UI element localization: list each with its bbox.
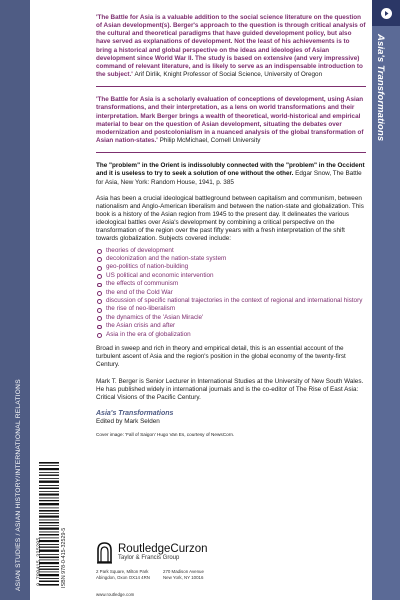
review-text: 'The Battle for Asia is a scholarly evaluation of conceptions of development, using Asian transformations, and their interpretation, as a lens on world transformations and their interpretation. Mark Berger brings a wealth of theoretical, world-historical and empirical material to bear on the question of Asian development, situating the debates over modernization and postcolonialism in a nuanced analysis of the global transformation of Asian nation-states.'	[96, 96, 364, 145]
bullet-icon	[97, 299, 102, 304]
bullet-icon	[97, 333, 102, 338]
bullet-icon	[97, 249, 102, 254]
isbn-number: ISBN 978-0-415-32529-5	[61, 527, 67, 588]
series-tab	[372, 0, 400, 600]
review-source: Philip McMichael, Cornell University	[159, 137, 261, 145]
epigraph	[96, 162, 366, 186]
list-item: US political and economic intervention	[96, 272, 366, 280]
divider	[96, 152, 366, 153]
review-source: Arif Dirlik, Knight Professor of Social Science, University of Oregon	[134, 71, 323, 79]
list-item: geo-politics of nation-building	[96, 263, 366, 271]
epigraph-text: The "problem" in the Orient is indissolubly connected with the "problem" in the Occident and it is useless to try to seek a solution of one without the other.	[96, 162, 365, 178]
publisher-block	[96, 540, 208, 564]
publisher-logo-icon	[96, 540, 113, 564]
series-tab-cap	[372, 0, 400, 26]
list-item: the Asian crisis and after	[96, 322, 366, 330]
list-item: the rise of neo-liberalism	[96, 305, 366, 313]
publisher-text	[118, 543, 208, 561]
review-mcmichael	[96, 96, 366, 145]
list-item: the effects of communism	[96, 280, 366, 288]
series-tab-title: Asia's Transformations	[375, 34, 386, 142]
bullet-icon	[97, 325, 102, 330]
author-bio: Mark T. Berger is Senior Lecturer in International Studies at the University of New South Wales. He has published widely in international journals and is the co-editor of The Rise of East Asia: Critical Visions of the Pacific Century.	[96, 377, 364, 401]
address-us: 270 Madison Avenue New York, NY 10016	[163, 569, 204, 580]
spine-subjects: ASIAN STUDIES / ASIAN HISTORY/INTERNATIONAL RELATIONS	[15, 379, 22, 591]
bullet-icon	[97, 266, 102, 271]
review-dirlik	[96, 14, 366, 79]
bullet-icon	[97, 316, 102, 321]
list-item: discussion of specific national trajectories in the context of regional and international history	[96, 297, 366, 305]
isbn-digits: 9 780415 325295	[36, 537, 42, 586]
publisher-url: www.routledge.com	[96, 592, 135, 597]
epigraph-source: Edgar Snow, The Battle for Asia, New York: Random House, 1941, p. 385	[96, 170, 362, 186]
review-text: 'The Battle for Asia is a valuable addition to the social science literature on the question of Asian development(s). Berger's approach to the question is through critical analysis of the cultural and theoretical paradigms that have guided development policy, but also have served as explanations of development. Not the least of his achievements is to bring a historical and global perspective on the ideas and ideologies of Asian development since World War II. The study is based on extensive (and very impressive) command of relevant literature, and is likely to serve as an indispensable introduction to the subject.'	[96, 14, 366, 79]
bullet-icon	[97, 257, 102, 262]
bullet-icon	[97, 274, 102, 279]
bullet-icon	[97, 291, 102, 296]
series-editor: Edited by Mark Selden	[96, 418, 160, 426]
arrow-circle-icon	[381, 8, 392, 19]
publisher-name: RoutledgeCurzon	[118, 543, 208, 555]
topics-list	[96, 247, 366, 339]
back-cover-content	[96, 14, 366, 438]
spine-strip	[0, 0, 30, 600]
bullet-icon	[97, 283, 102, 288]
list-item: Asia in the era of globalization	[96, 331, 366, 339]
list-item: decolonization and the nation-state system	[96, 255, 366, 263]
divider	[96, 86, 366, 87]
book-description: Asia has been a crucial ideological battleground between capitalism and communism, between nationalism and Anglo-American liberalism and between the nation-state and globalization. This book is a history of the Asian region from 1945 to the present day. It delineates the various ideological battles over Asia's development by combining a critical perspective on the transformation of the region over the past fifty years with a fresh interpretation of the shift towards globalization. Subjects covered include:	[96, 194, 364, 243]
closing-paragraph: Broad in sweep and rich in theory and empirical detail, this is an essential account of the turbulent ascent of Asia and the region's position in the global economy of the twenty-first Century.	[96, 345, 346, 369]
bullet-icon	[97, 308, 102, 313]
series-name: Asia's Transformations	[96, 410, 174, 417]
list-item: the dynamics of the 'Asian Miracle'	[96, 314, 366, 322]
publisher-addresses	[96, 569, 230, 580]
publisher-subtitle: Taylor & Francis Group	[118, 555, 180, 561]
list-item: theories of development	[96, 247, 366, 255]
address-uk: 2 Park Square, Milton Park Abingdon, Oxon OX14 4RN	[96, 569, 150, 580]
list-item: the end of the Cold War	[96, 289, 366, 297]
cover-image-credit: Cover image: 'Fall of Saigon' Hugo Van Es, courtesy of NewsCorn.	[96, 432, 235, 438]
